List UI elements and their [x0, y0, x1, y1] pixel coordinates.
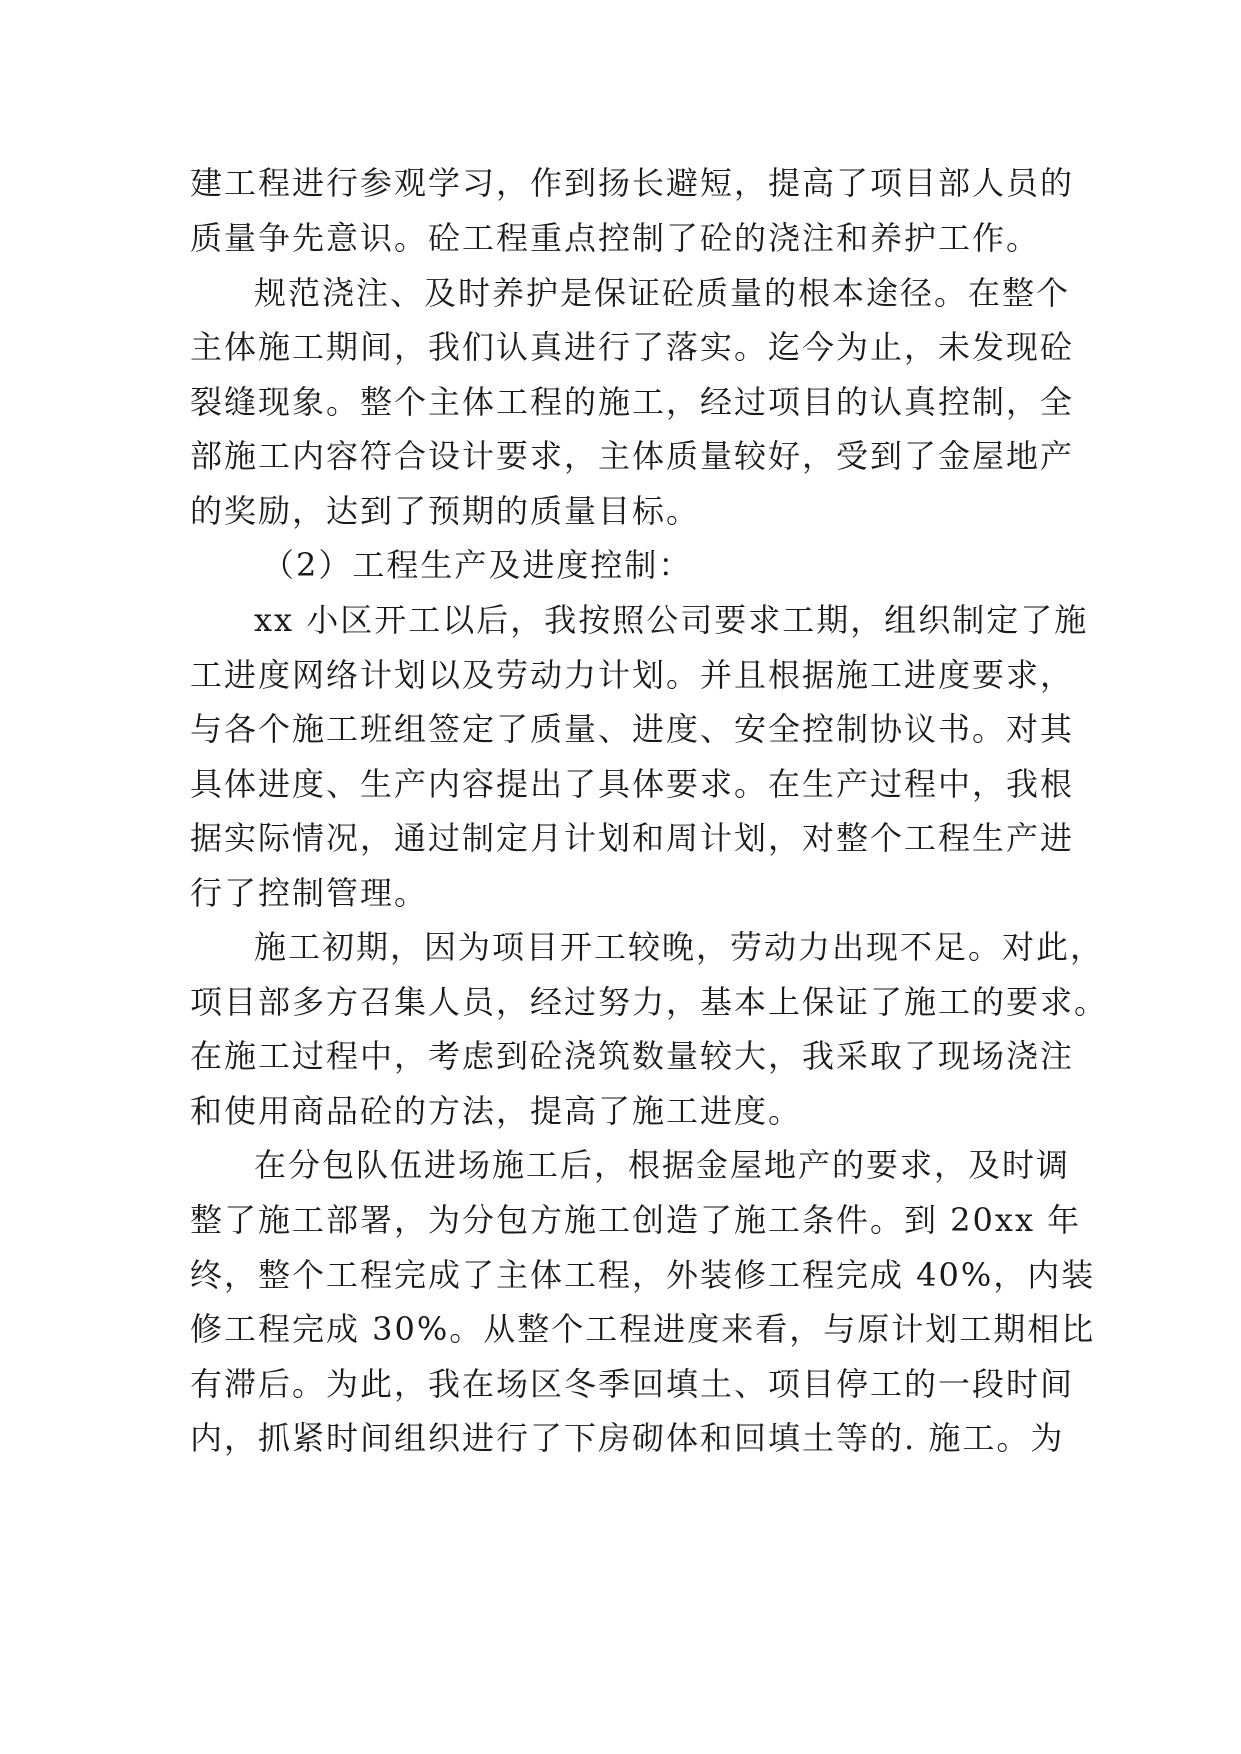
text-line: 有滞后。为此，我在场区冬季回填土、项目停工的一段时间	[190, 1365, 1075, 1403]
paragraph-start-line: 规范浇注、及时养护是保证砼质量的根本途径。在整个	[254, 274, 1071, 312]
text-line: 终，整个工程完成了主体工程，外装修工程完成 40%，内装	[190, 1256, 1096, 1294]
text-line: 建工程进行参观学习，作到扬长避短，提高了项目部人员的	[190, 164, 1075, 202]
section-heading: （2）工程生产及进度控制：	[262, 546, 693, 584]
text-line: 的奖励，达到了预期的质量目标。	[190, 492, 701, 530]
text-line: 主体施工期间，我们认真进行了落实。迄今为止，未发现砼	[190, 328, 1075, 366]
paragraph-start-line: 在分包队伍进场施工后，根据金屋地产的要求，及时调	[254, 1146, 1071, 1184]
text-line: 部施工内容符合设计要求，主体质量较好，受到了金屋地产	[190, 437, 1075, 475]
text-line: 裂缝现象。整个主体工程的施工，经过项目的认真控制，全	[190, 383, 1075, 421]
text-line: 和使用商品砼的方法，提高了施工进度。	[190, 1092, 803, 1130]
text-line: 据实际情况，通过制定月计划和周计划，对整个工程生产进	[190, 819, 1075, 857]
text-line: 质量争先意识。砼工程重点控制了砼的浇注和养护工作。	[190, 219, 1041, 257]
text-line: 项目部多方召集人员，经过努力，基本上保证了施工的要求。	[190, 983, 1109, 1021]
text-line: 与各个施工班组签定了质量、进度、安全控制协议书。对其	[190, 710, 1075, 748]
text-line: 内，抓紧时间组织进行了下房砌体和回填土等的. 施工。为	[190, 1419, 1065, 1457]
paragraph-start-line: xx 小区开工以后，我按照公司要求工期，组织制定了施	[254, 601, 1089, 639]
paragraph-start-line: 施工初期，因为项目开工较晚，劳动力出现不足。对此，	[254, 928, 1105, 966]
text-line: 整了施工部署，为分包方施工创造了施工条件。到 20xx 年	[190, 1201, 1082, 1239]
text-line: 行了控制管理。	[190, 874, 429, 912]
text-line: 工进度网络计划以及劳动力计划。并且根据施工进度要求，	[190, 656, 1075, 694]
text-line: 具体进度、生产内容提出了具体要求。在生产过程中，我根	[190, 765, 1075, 803]
text-line: 修工程完成 30%。从整个工程进度来看，与原计划工期相比	[190, 1310, 1096, 1348]
text-line: 在施工过程中，考虑到砼浇筑数量较大，我采取了现场浇注	[190, 1037, 1075, 1075]
